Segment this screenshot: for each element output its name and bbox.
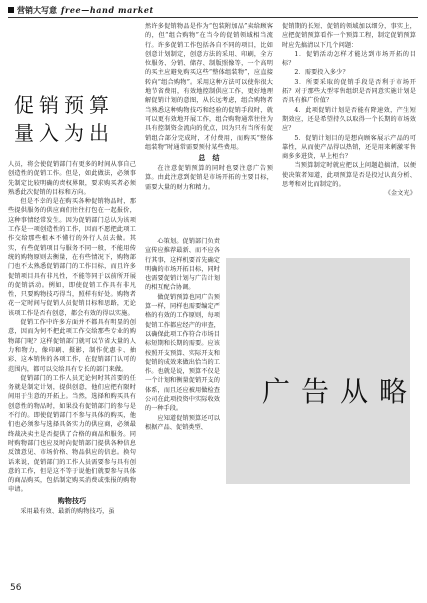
paragraph: 在注意促销预算的同时也要注意广告预算。由此注意到促销是市场开拓的主要目标，需要大量的财力和精力。 [145, 165, 273, 191]
list-item: 1．促销活动怎样才能达到市场开拓的目标？ [282, 50, 416, 68]
bullet-square-icon [8, 7, 14, 13]
article-title-line1: 促销预算 [14, 93, 114, 117]
column-3 [282, 22, 416, 254]
article-title-line2: 量入为出 [14, 121, 114, 145]
column-1 [8, 160, 136, 585]
paragraph: 心策划。促销部门负责宣传应推荐最新、而不应各行其事，这样机要首先确定明确的市场开拓目标，同时也需要促销计划与广告计划的相互配合协调。 [145, 238, 220, 292]
section-heading: 购物技巧 [57, 496, 87, 505]
list-item: 2．需要投入多少？ [294, 69, 349, 77]
summary-heading: 总 结 [198, 154, 220, 163]
list-item: 3．所要采取的促销手段是否利于市场开拓？对于那些大型零售组织是否同意实施计划是否具有推广价值？ [282, 78, 416, 105]
list-item: 5．促销计划目的是想向顾客展示产品的可靠性，从而使产品得以热销，还是用来刺激零售商多多进货，早上柜台？ [282, 134, 416, 161]
page-number: 56 [10, 583, 22, 593]
paragraph: 做促销预算也同广告预算一样，同样也需要编定严格的有效的工作原则，每项促销工作都应经产的审查，以确保此项工作符合市场目标短期和长期的需要。应该按照开支预算、实际开支和促销的成效来做出恰当的工作。也就是说，预算不仅是一个计划和衡量促销开支的体系，而且还应被用做检查公司在此项投资中实际收效的一种手段。 [145, 293, 220, 413]
paragraph: 然许多促销物品是作为“包装附加品”卖给顾客的，但“组合购物”在当今的促销领域相当流行。许多促销工作包括各自不同的项目，比如创意计划制定，创意方法的采用、印刷，全方位服务、分销、储存、制版照像等，一个高明的买主应避免购买这些“整体组装物”，应直接转向“组合购物”。采用这种方法可以使你很大地节省费用，有效地控制供应工作，更好地理解促销计划的意图，从长远考虑，组合购物者当熟悉这种购物技巧和经验的促销手段时，就可以更有效地开展工作，组合购物通常往往为具有控制资金流向的优点，因为只有当所有促销组合部分完成时，才付费用，而购买“整体组装物”时通常需要预付某些费用。 [145, 23, 273, 151]
header-rule [8, 17, 418, 18]
paragraph: 人员，将会使促销部门有更多的时间从事自己创造性的促销工作。但是，如此做法，必须事先制定比较明确的责权界限，要求购买者必须熟悉此次促销的目标和方向。 [8, 161, 136, 196]
paragraph: 促销期的长短、促销的领域加以细分，事实上，应把促销预算看作一个预算工程，制定促销预算时应先搞清以下几个问题： [282, 23, 416, 49]
column-2-narrow [145, 237, 220, 587]
pull-quote: 广告从略 [262, 375, 419, 408]
paragraph: 采用最有效、最新的购物技巧，虽 [20, 507, 115, 515]
column-2-upper [145, 22, 273, 236]
paragraph: 但是不幸的是在购买各种促销物品时，那些提供服务的供应商们往往打包在一起报价，这种事情经常发生。因为促销部门总认为该项工作是一项创造性的工作，因而不愿把此项工作交给那些根本不懂行的外行人员去做。其实，有些促销项目与服务不同一般，不能用传统的购物原则去衡量，在有些情况下，购物部门也不太熟悉促销部门的工作目标，而且许多促销项目具有非凡性，不能等同于以前所开展的促销活动。例如，即使促销工作具有非凡性，只要购物技巧得当，照样有好处。购物者花一定时间与促销人员促销目标和思路，无论该项工作是否有创意，都会有效的得以实施。 [8, 198, 136, 317]
paragraph: 促销部门的工作人员无论何时其首要的任务就是制定计划，提供创意，他们应把有限时间用于生意的开拓上。当然，选择和购买具有创意性的物品时，如果没有促销部门的参与是不行的。即使促销部门不参与具体的购买，他们也必须参与选择具备实力的供应商，必须最终裁决卖主是否提供了合格的商品和服务。同时购物部门也应及时向促销部门提供各种信息反馈意见、市场价格、物品供应的信息。换句话来说，促销部门的工作人员需要参与具有创意的工作，但是这不等于说他们就要参与具体的商品购买，包括制定购买消费或张报的购物申请。 [8, 374, 136, 494]
list-item: 4．此项促销计划是否能有降速效，产生短期效应，还是希望持久以取得一个长期的市场效应？ [282, 106, 416, 133]
paragraph: 促销工作中许多方面并不都具有明显的创意，因而为何不把此项工作交给那些专业的购物部门呢？这样促销部门就可以节省大量的人力和物力，像印刷、摄影，制作优惠卡、抽彩、这本销售的各项工作，在促销部门认可的范围内，都可以交给具有专长的部门来做。 [8, 319, 136, 373]
running-header [8, 4, 278, 16]
paragraph: 应知道促销预算还可以根据产品、促销类型、 [145, 414, 220, 431]
column-name-en: free—hand market [61, 5, 154, 15]
paragraph: 当预算制定时就应把以上问题趋搞清，以便使决策者知道，此项预算是否是投过认真分析、思考和对比而制定的。 [282, 162, 416, 189]
column-name: 营销大写意 [17, 6, 57, 15]
ad-placeholder-box [226, 258, 419, 484]
source-credit: 《金文光》 [384, 190, 416, 198]
